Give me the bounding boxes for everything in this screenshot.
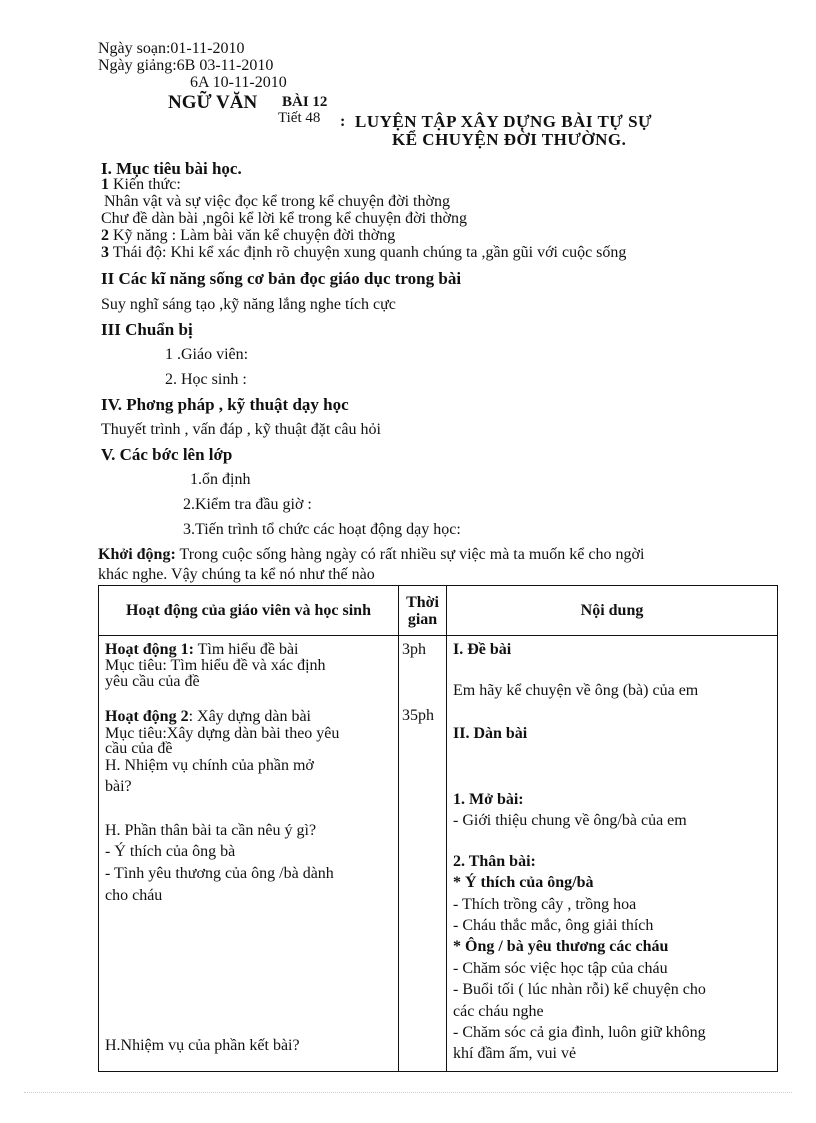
content-de-bai: I. Đề bài [453, 641, 512, 658]
activity-1-goal-1: Mục tiêu: Tìm hiểu đề và xác định [105, 657, 326, 674]
step-3: 3.Tiến trình tổ chức các hoạt động dạy học: [183, 521, 461, 538]
activity-2-text: : Xây dựng dàn bài [188, 708, 311, 725]
answer-hobby: - Ý thích của ông bà [105, 843, 236, 860]
activity-2 [105, 708, 394, 725]
activities-cell [99, 636, 399, 1072]
num-1: 1 [101, 176, 109, 193]
activity-1-text: Tìm hiểu đề bài [197, 641, 299, 658]
ngay-soan: Ngày soạn:01-11-2010 [98, 40, 245, 57]
question-opening-2: bài? [105, 778, 132, 795]
header-activities: Hoạt động của giáo viên và học sinh [99, 586, 399, 636]
khoi-dong-text-1: Trong cuộc sống hàng ngày có rất nhiều sự việc mà ta muốn kể cho ngời [179, 546, 645, 563]
content-yt1: - Thích trồng cây , trồng hoa [453, 896, 637, 913]
activity-2-label: Hoạt động 2 [105, 708, 189, 725]
content-yt5-1: - Chăm sóc cả gia đình, luôn giữ không [453, 1024, 706, 1041]
khoi-dong-line-1 [98, 546, 644, 564]
activity-1-label: Hoạt động 1: [105, 641, 194, 658]
knowledge-line-2: Chư đề dàn bài ,ngôi kể lời kể trong kể chuyện đời thờng [101, 210, 467, 227]
section-1-skills [101, 227, 395, 245]
skills-text: Kỹ năng : Làm bài văn kể chuyện đời thờng [113, 227, 396, 244]
lesson-title-line-1: LUYỆN TẬP XÂY DỰNG BÀI TỰ SỰ [355, 112, 653, 131]
section-3-heading: III Chuẩn bị [101, 320, 193, 339]
question-conclusion: H.Nhiệm vụ của phần kết bài? [105, 1037, 300, 1054]
time-activity-2: 35ph [402, 707, 434, 724]
table-body-row [99, 636, 778, 1072]
question-body: H. Phần thân bài ta cần nêu ý gì? [105, 822, 317, 839]
time-activity-1: 3ph [402, 641, 426, 658]
section-4-heading: IV. Phơng pháp , kỹ thuật dạy học [101, 395, 349, 414]
period-number: Tiết 48 [278, 110, 321, 126]
content-de-bai-text: Em hãy kể chuyện về ông (bà) của em [453, 682, 699, 699]
content-y-thich: * Ý thích của ông/bà [453, 874, 594, 891]
knowledge-line-1: Nhân vật và sự việc đọc kể trong kể chuyện đời thờng [104, 193, 450, 210]
activity-2-goal-2: cầu của đề [105, 740, 173, 757]
answer-love-1: - Tình yêu thương của ông /bà dành [105, 865, 334, 882]
ngay-giang-6b: Ngày giảng:6B 03-11-2010 [98, 57, 274, 74]
section-4-text: Thuyết trình , vấn đáp , kỹ thuật đặt câu hỏi [101, 421, 381, 438]
title-colon: : [340, 113, 346, 130]
content-yt4-2: các cháu nghe [453, 1003, 544, 1020]
table-header-row [99, 586, 778, 636]
khoi-dong-label: Khởi động: [98, 546, 176, 563]
content-mo-bai: 1. Mở bài: [453, 791, 524, 808]
content-than-bai: 2. Thân bài: [453, 853, 536, 870]
attitude-text: Thái độ: Khi kể xác định rõ chuyện xung quanh chúng ta ,gần gũi với cuộc sống [112, 244, 627, 261]
subject-title: NGỮ VĂN [168, 92, 258, 113]
prep-teacher: 1 .Giáo viên: [165, 346, 249, 363]
content-cell [447, 636, 778, 1072]
time-cell [399, 636, 447, 1072]
answer-love-2: cho cháu [105, 887, 163, 904]
activity-1-goal-2: yêu cầu của đề [105, 673, 200, 690]
knowledge-label: Kiến thức: [113, 176, 181, 193]
content-mo-bai-text: - Giới thiệu chung về ông/bà của em [453, 812, 687, 829]
prep-student: 2. Học sinh : [165, 371, 247, 388]
khoi-dong-line-2: khác nghe. Vậy chúng ta kể nó như thế nào [98, 566, 375, 583]
lesson-table [98, 585, 778, 1072]
content-yt3: - Chăm sóc việc học tập của cháu [453, 960, 668, 977]
question-opening-1: H. Nhiệm vụ chính của phần mở [105, 757, 314, 774]
section-2-heading: II Các kĩ năng sống cơ bản đọc giáo dục trong bài [101, 269, 462, 288]
step-1: 1.ổn định [190, 471, 251, 488]
content-dan-bai: II. Dàn bài [453, 725, 528, 742]
content-yt2: - Cháu thắc mắc, ông giải thích [453, 917, 654, 934]
content-yt5-2: khí đầm ấm, vui vẻ [453, 1045, 577, 1062]
header-time: Thời gian [399, 586, 447, 636]
activity-2-goal-1: Mục tiêu:Xây dựng dàn bài theo yêu [105, 725, 340, 742]
section-1-knowledge [101, 176, 181, 194]
activity-1 [105, 641, 394, 658]
lesson-number: BÀI 12 [282, 94, 328, 110]
page-footer-rule [24, 1092, 792, 1093]
ngay-giang-6a: 6A 10-11-2010 [190, 74, 287, 91]
header-content: Nội dung [447, 586, 778, 636]
section-2-text: Suy nghĩ sáng tạo ,kỹ năng lắng nghe tích cực [101, 296, 396, 313]
step-2: 2.Kiểm tra đầu giờ : [183, 496, 312, 513]
content-yeu-thuong: * Ông / bà yêu thương các cháu [453, 938, 669, 955]
lesson-title-line-2: KỂ CHUYỆN ĐỜI THƯỜNG. [392, 130, 627, 149]
section-1-attitude [101, 244, 626, 262]
section-5-heading: V. Các bớc lên lớp [101, 445, 233, 464]
section-1-heading: I. Mục tiêu bài học. [101, 159, 242, 178]
num-3: 3 [101, 244, 109, 261]
num-2: 2 [101, 227, 109, 244]
content-yt4-1: - Buổi tối ( lúc nhàn rỗi) kể chuyện cho [453, 981, 706, 998]
